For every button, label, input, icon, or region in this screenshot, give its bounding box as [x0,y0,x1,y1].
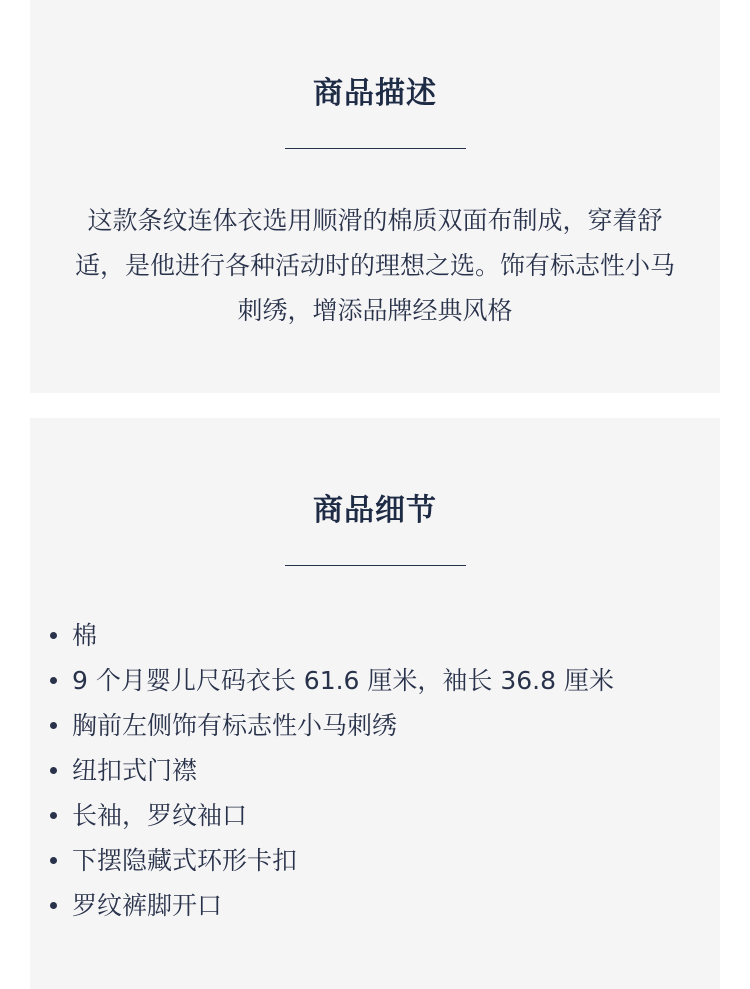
list-item [72,658,614,703]
title-divider [285,148,466,149]
list-item-text: 胸前左侧饰有标志性小马刺绣 [72,711,398,740]
bullet-icon [50,677,57,684]
list-item [72,838,614,883]
list-item [72,793,614,838]
bullet-icon [50,812,57,819]
title-divider [285,565,466,566]
list-item-text: 长袖，罗纹袖口 [72,801,248,830]
bullet-icon [50,722,57,729]
list-item [72,883,614,928]
list-item-text: 下摆隐藏式环形卡扣 [72,846,298,875]
bullet-icon [50,857,57,864]
product-details-card [30,418,720,989]
bullet-icon [50,632,57,639]
product-details-list [72,613,614,928]
list-item-text: 纽扣式门襟 [72,756,198,785]
list-item [72,703,614,748]
list-item [72,748,614,793]
list-item [72,613,614,658]
product-details-title: 商品细节 [313,493,437,528]
bullet-icon [50,902,57,909]
list-item-text: 9 个月婴儿尺码衣长 61.6 厘米，袖长 36.8 厘米 [72,666,614,695]
product-description-card [30,0,720,393]
bullet-icon [50,767,57,774]
product-description-text: 这款条纹连体衣选用顺滑的棉质双面布制成，穿着舒适，是他进行各种活动时的理想之选。饰有标志性小马刺绣，增添品牌经典风格 [74,206,675,325]
product-description-title: 商品描述 [313,76,437,111]
list-item-text: 棉 [72,621,98,650]
list-item-text: 罗纹裤脚开口 [72,891,223,920]
